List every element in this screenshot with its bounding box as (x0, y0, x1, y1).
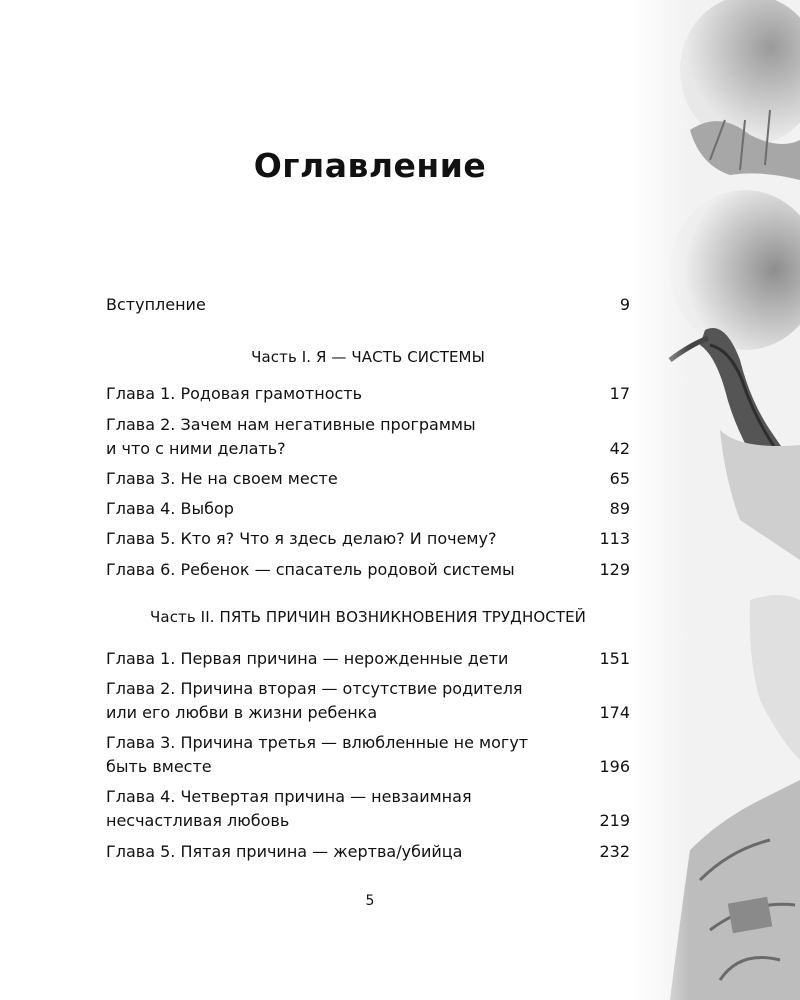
toc-entry[interactable] (106, 467, 630, 491)
toc-entry-label-line2: и что с ними делать? (106, 439, 286, 458)
toc-entry-page: 113 (599, 529, 630, 548)
toc-entry-label: Глава 4. Четвертая причина — невзаимная (106, 787, 472, 806)
toc-entry[interactable] (106, 382, 630, 406)
toc-entry[interactable] (106, 647, 630, 671)
toc-entry-label: Глава 2. Зачем нам негативные программы (106, 415, 476, 434)
toc-entry-page: 9 (619, 295, 630, 314)
toc-entry-label: Глава 3. Не на своем месте (106, 469, 338, 488)
toc-entry-page: 232 (599, 842, 630, 861)
toc-entry-continuation[interactable] (106, 809, 630, 833)
toc-entry-label: Глава 5. Пятая причина — жертва/убийца (106, 842, 463, 861)
page-title: Оглавление (253, 146, 487, 185)
toc-entry-page: 174 (599, 703, 630, 722)
toc-entry[interactable] (106, 558, 630, 582)
toc-entry-continuation[interactable] (106, 701, 630, 725)
toc-entry[interactable] (106, 497, 630, 521)
toc-entry-label-line2: быть вместе (106, 757, 212, 776)
toc-entry-page: 151 (599, 649, 630, 668)
toc-entry-page: 129 (599, 560, 630, 579)
toc-entry-page: 42 (609, 439, 630, 458)
toc-entry-page: 17 (609, 384, 630, 403)
toc-entry-label: Глава 2. Причина вторая — отсутствие родителя (106, 679, 523, 698)
toc-entry-label-line2: несчастливая любовь (106, 811, 290, 830)
toc-entry[interactable] (106, 840, 630, 864)
toc-entry-label: Глава 1. Первая причина — нерожденные дети (106, 649, 509, 668)
toc-entry-label-line2: или его любви в жизни ребенка (106, 703, 378, 722)
toc-entry-continuation[interactable] (106, 437, 630, 461)
toc-entry-label: Глава 6. Ребенок — спасатель родовой системы (106, 560, 515, 579)
toc-entry-page: 196 (599, 757, 630, 776)
toc-entry-label: Глава 4. Выбор (106, 499, 234, 518)
toc-entry[interactable] (106, 413, 630, 437)
toc-entry-page: 65 (609, 469, 630, 488)
page-number: 5 (365, 893, 375, 909)
toc-entry-label: Глава 1. Родовая грамотность (106, 384, 363, 403)
toc-entry[interactable] (106, 527, 630, 551)
toc-entry-continuation[interactable] (106, 755, 630, 779)
toc-entry-page: 219 (599, 811, 630, 830)
part-heading-2: Часть II. ПЯТЬ ПРИЧИН ВОЗНИКНОВЕНИЯ ТРУДНОСТЕЙ (150, 608, 586, 626)
toc-entry-page: 89 (609, 499, 630, 518)
toc-entry-label: Глава 5. Кто я? Что я здесь делаю? И почему? (106, 529, 497, 548)
toc-entry-label: Вступление (106, 295, 206, 314)
part-heading-1: Часть I. Я — ЧАСТЬ СИСТЕМЫ (251, 348, 485, 366)
toc-entry-label: Глава 3. Причина третья — влюбленные не могут (106, 733, 529, 752)
toc-entry[interactable] (106, 677, 630, 701)
toc-entry[interactable] (106, 731, 630, 755)
toc-entry-intro[interactable] (106, 293, 630, 317)
toc-entry[interactable] (106, 785, 630, 809)
